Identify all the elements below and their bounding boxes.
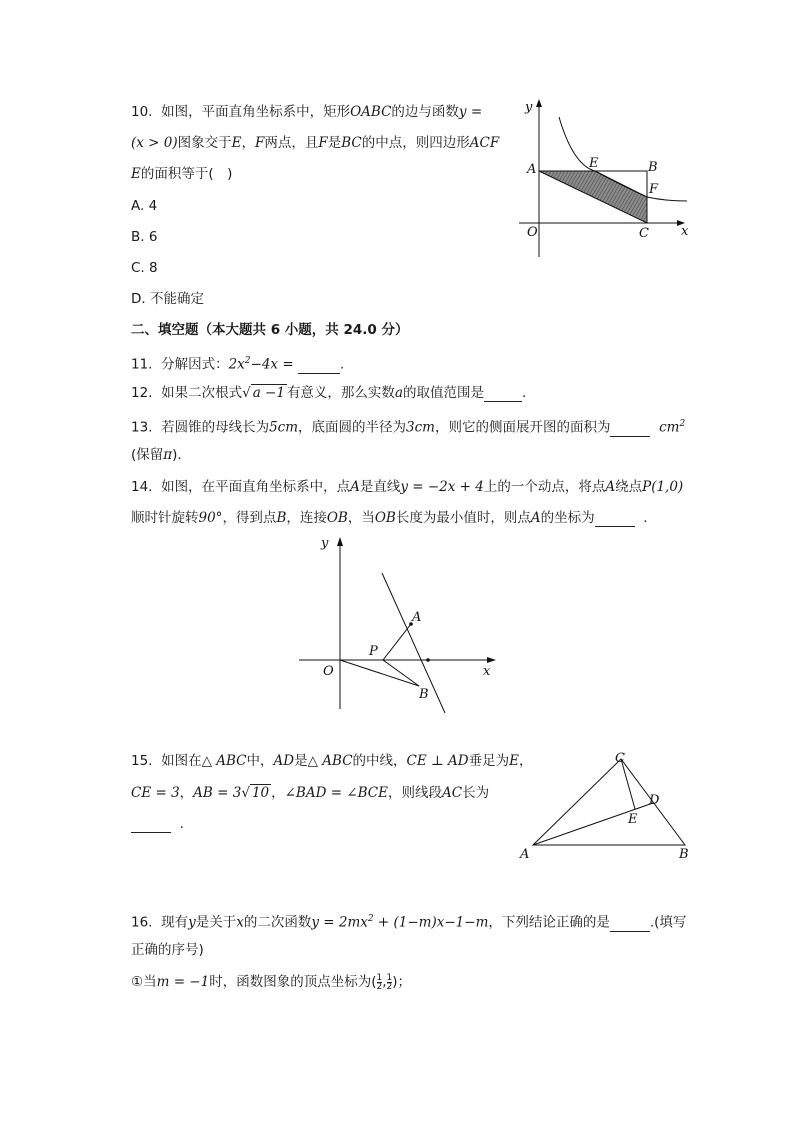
q15-line3: . (131, 815, 184, 833)
q16-statement-1: ①当m = −1时，函数图象的顶点坐标为( $\frac{1}{2}$ , $\frac{1}{2}$ )； (131, 972, 412, 992)
q10-option-b: B. 6 (131, 229, 158, 245)
q12: 12. 如果二次根式√ a −1 有意义，那么实数a的取值范围是 . (131, 385, 527, 401)
q10-option-a: A. 4 (131, 198, 158, 214)
q11: 11. 分解因式：$2x^2-4x$ = . (131, 356, 345, 373)
q16-line2: 正确的序号) (131, 942, 204, 958)
fig14-label-y: y (321, 536, 329, 551)
fig10-label-A: A (527, 162, 537, 177)
fig10-label-O: O (527, 225, 538, 240)
q10-line1: 10. 如图，平面直角坐标系中，矩形OABC的边与函数y = (131, 104, 483, 120)
q10-option-d: D. 不能确定 (131, 291, 204, 307)
fig10-label-E: E (589, 156, 599, 171)
q14-figure (295, 533, 505, 713)
fig14-label-P: P (369, 644, 378, 659)
fig10-label-C: C (639, 226, 649, 241)
fig14-label-A: A (412, 610, 422, 625)
q15-figure (515, 745, 700, 865)
fig10-label-F: F (649, 182, 659, 197)
fig10-label-y: y (525, 100, 533, 115)
q14-line2: 顺时针旋转90°，得到点B，连接OB，当OB长度为最小值时，则点A的坐标为 . (131, 510, 648, 526)
q13-line1: 13. 若圆锥的母线长为5cm，底面圆的半径为3cm，则它的侧面展开图的面积为 $cm^2$ (131, 419, 686, 436)
fig15-label-E: E (628, 812, 638, 827)
q10-line2: (x > 0)图象交于E，F两点，且F是BC的中点，则四边形ACF (131, 135, 500, 151)
fig10-label-B: B (648, 160, 658, 175)
q10-figure (515, 95, 700, 265)
q14-line1: 14. 如图，在平面直角坐标系中，点A是直线y = −2x + 4上的一个动点，将点A绕点P(1,0) (131, 479, 684, 495)
q16-line1: 16. 现有y是关于x的二次函数$y = 2mx^2 + (1-m)x-1-m$，下列结论正确的是 .(填写 (131, 914, 687, 931)
q10-line3: E的面积等于( ) (131, 166, 233, 182)
fig15-label-B: B (679, 847, 689, 862)
fig14-label-x: x (483, 664, 491, 679)
fig10-label-x: x (681, 224, 689, 239)
fig14-label-B: B (419, 687, 429, 702)
fig15-label-C: C (615, 751, 625, 766)
q15-line1: 15. 如图在△ ABC中，AD是△ ABC的中线，CE ⊥ AD垂足为E， (131, 753, 533, 769)
q13-line2: (保留π). (131, 447, 182, 463)
q10-option-c: C. 8 (131, 260, 158, 276)
section-title: 二、填空题（本大题共 6 小题，共 24.0 分） (131, 322, 409, 338)
q15-line2: CE = 3，AB = 3√ 10 ，∠BAD = ∠BCE，则线段AC长为 (131, 785, 490, 801)
fig15-label-D: D (649, 793, 660, 808)
fig15-label-A: A (520, 847, 530, 862)
fig14-label-O: O (323, 664, 334, 679)
